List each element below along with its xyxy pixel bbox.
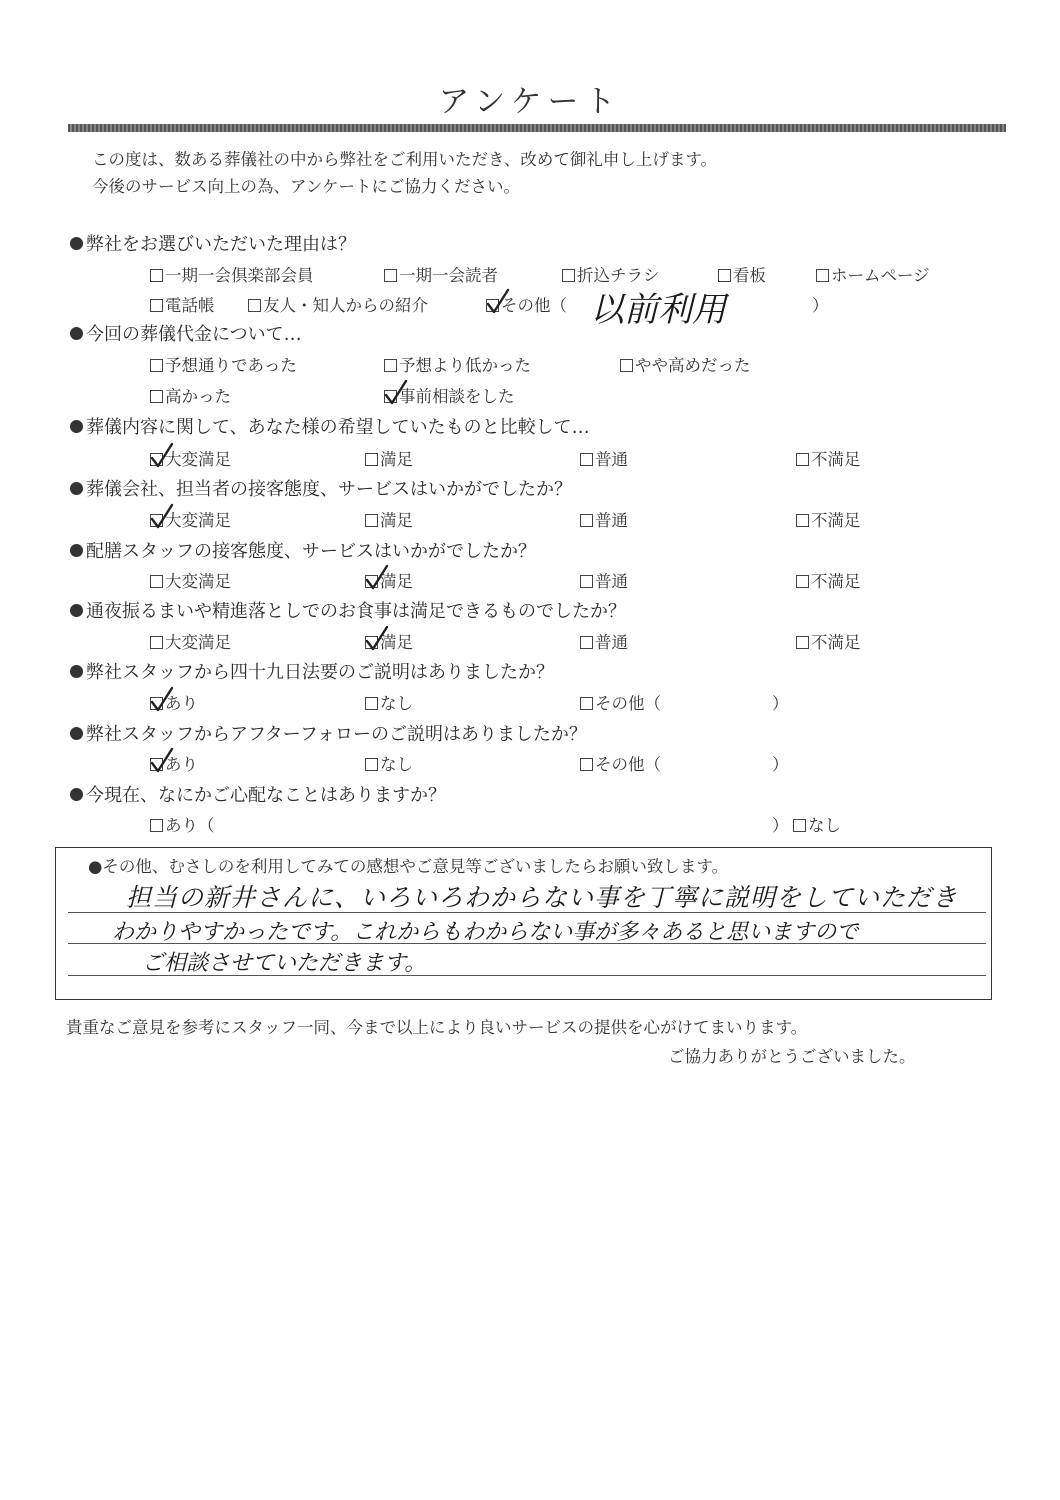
option-q3-4[interactable]: 不満足: [796, 446, 861, 470]
checkbox-icon[interactable]: [796, 575, 809, 588]
bullet-icon: [70, 665, 83, 678]
option-q7-3[interactable]: その他（: [580, 690, 661, 714]
option-q5-3[interactable]: 普通: [580, 568, 628, 592]
checkbox-icon[interactable]: [365, 636, 378, 649]
question-1: [70, 230, 356, 256]
checkbox-icon[interactable]: [796, 636, 809, 649]
intro-line-1: この度は、数ある葬儀社の中から弊社をご利用いただき、改めて御礼申し上げます。: [92, 150, 718, 169]
comment-handwritten-line-3: ご相談させていただきます。: [142, 951, 427, 976]
option-q7-2[interactable]: なし: [365, 690, 413, 714]
checkbox-icon[interactable]: [150, 390, 163, 403]
question-9-text: 今現在、なにかご心配なことはありますか？: [86, 785, 446, 806]
question-5: [70, 537, 536, 563]
checkbox-icon[interactable]: [150, 636, 163, 649]
option-q4-2[interactable]: 満足: [365, 507, 413, 531]
bullet-icon: [70, 420, 83, 433]
question-9: [70, 781, 446, 807]
option-q9-1[interactable]: あり（: [150, 812, 215, 836]
option-q2-4[interactable]: 高かった: [150, 383, 231, 407]
checkmark-icon: [485, 288, 511, 316]
option-q9-2[interactable]: なし: [793, 812, 841, 836]
checkbox-icon[interactable]: [150, 514, 163, 527]
checkmark-icon: [149, 503, 175, 531]
checkbox-icon[interactable]: [248, 299, 261, 312]
bullet-icon: [70, 604, 83, 617]
q8-paren-close: ）: [772, 755, 789, 774]
checkbox-icon[interactable]: [580, 697, 593, 710]
option-q7-1[interactable]: あり: [150, 690, 198, 714]
checkbox-icon[interactable]: [718, 269, 731, 282]
page-title: アンケート: [438, 84, 622, 120]
option-q8-1[interactable]: あり: [150, 751, 198, 775]
checkbox-icon[interactable]: [793, 819, 806, 832]
option-q3-2[interactable]: 満足: [365, 446, 413, 470]
question-5-text: 配膳スタッフの接客態度、サービスはいかがでしたか？: [86, 541, 536, 562]
checkbox-icon[interactable]: [150, 359, 163, 372]
option-q6-4[interactable]: 不満足: [796, 629, 861, 653]
option-q1-2[interactable]: 一期一会読者: [384, 262, 498, 286]
bullet-icon: [70, 482, 83, 495]
question-4: [70, 475, 572, 501]
option-q8-2[interactable]: なし: [365, 751, 413, 775]
q7-paren-close: ）: [772, 694, 789, 713]
checkbox-icon[interactable]: [580, 575, 593, 588]
checkbox-icon[interactable]: [150, 819, 163, 832]
option-q4-3[interactable]: 普通: [580, 507, 628, 531]
option-q6-1[interactable]: 大変満足: [150, 629, 231, 653]
option-q2-2[interactable]: 予想より低かった: [384, 352, 531, 376]
option-q5-1[interactable]: 大変満足: [150, 568, 231, 592]
checkbox-icon[interactable]: [365, 453, 378, 466]
option-q2-5[interactable]: 事前相談をした: [384, 383, 515, 407]
question-3-text: 葬儀内容に関して、あなた様の希望していたものと比較して…: [86, 417, 590, 438]
q1-paren-close: ）: [812, 296, 829, 315]
option-q8-3[interactable]: その他（: [580, 751, 661, 775]
question-2-text: 今回の葬儀代金について…: [86, 324, 302, 345]
checkbox-icon[interactable]: [150, 758, 163, 771]
bullet-icon: [70, 327, 83, 340]
intro-line-2: 今後のサービス向上の為、アンケートにご協力ください。: [92, 177, 521, 196]
checkbox-icon[interactable]: [150, 453, 163, 466]
option-q6-2[interactable]: 満足: [365, 629, 413, 653]
option-q2-3[interactable]: やや高めだった: [620, 352, 751, 376]
option-q5-4[interactable]: 不満足: [796, 568, 861, 592]
option-q5-2[interactable]: 満足: [365, 568, 413, 592]
option-q4-4[interactable]: 不満足: [796, 507, 861, 531]
checkmark-icon: [364, 564, 390, 592]
checkbox-icon[interactable]: [796, 514, 809, 527]
checkbox-icon[interactable]: [580, 758, 593, 771]
footer-thanks: ご協力ありがとうございました。: [668, 1047, 916, 1066]
option-q3-3[interactable]: 普通: [580, 446, 628, 470]
q9-paren-close: ）: [772, 816, 789, 835]
checkmark-icon: [149, 442, 175, 470]
question-8: [70, 720, 587, 746]
option-q1-1[interactable]: 一期一会倶楽部会員: [150, 262, 314, 286]
checkbox-icon[interactable]: [365, 697, 378, 710]
checkmark-icon: [149, 686, 175, 714]
checkbox-icon[interactable]: [486, 299, 499, 312]
comment-label: ●その他、むさしのを利用してみての感想やご意見等ございましたらお願い致します。: [88, 857, 729, 876]
option-q1-7[interactable]: 友人・知人からの紹介: [248, 292, 428, 316]
comment-handwritten-line-1: 担当の新井さんに、いろいろわからない事を丁寧に説明をしていただき: [126, 883, 959, 912]
question-8-text: 弊社スタッフからアフターフォローのご説明はありましたか？: [86, 724, 587, 745]
option-q4-1[interactable]: 大変満足: [150, 507, 231, 531]
title-rule: [68, 124, 1006, 132]
checkbox-icon[interactable]: [562, 269, 575, 282]
checkbox-icon[interactable]: [384, 359, 397, 372]
question-3: [70, 413, 590, 439]
bullet-icon: [70, 727, 83, 740]
checkbox-icon[interactable]: [365, 575, 378, 588]
question-6-text: 通夜振るまいや精進落としでのお食事は満足できるものでしたか？: [86, 601, 626, 622]
question-1-text: 弊社をお選びいただいた理由は？: [86, 234, 356, 255]
checkmark-icon: [383, 379, 409, 407]
option-q6-3[interactable]: 普通: [580, 629, 628, 653]
option-q2-1[interactable]: 予想通りであった: [150, 352, 297, 376]
checkbox-icon[interactable]: [150, 269, 163, 282]
comment-handwritten-line-2: わかりやすかったです。これからもわからない事が多々あると思いますので: [112, 920, 859, 945]
bullet-icon: [70, 788, 83, 801]
option-q1-3[interactable]: 折込チラシ: [562, 262, 660, 286]
checkbox-icon[interactable]: [384, 269, 397, 282]
question-7: [70, 658, 554, 684]
option-q1-5[interactable]: ホームページ: [816, 262, 930, 286]
checkbox-icon[interactable]: [796, 453, 809, 466]
checkbox-icon[interactable]: [580, 636, 593, 649]
checkbox-icon[interactable]: [580, 514, 593, 527]
checkmark-icon: [364, 625, 390, 653]
option-q3-1[interactable]: 大変満足: [150, 446, 231, 470]
bullet-icon: [70, 237, 83, 250]
question-7-text: 弊社スタッフから四十九日法要のご説明はありましたか？: [86, 662, 554, 683]
checkbox-icon[interactable]: [150, 575, 163, 588]
bullet-icon: [70, 544, 83, 557]
option-q1-4[interactable]: 看板: [718, 262, 766, 286]
checkbox-icon[interactable]: [580, 453, 593, 466]
question-6: [70, 597, 626, 623]
option-q1-8[interactable]: その他（: [486, 292, 567, 316]
checkbox-icon[interactable]: [816, 269, 829, 282]
footer-message: 貴重なご意見を参考にスタッフ一同、今まで以上により良いサービスの提供を心がけてまいります。: [66, 1018, 808, 1037]
other-reason-handwritten: 以前利用: [590, 290, 726, 330]
checkbox-icon[interactable]: [150, 299, 163, 312]
checkbox-icon[interactable]: [365, 514, 378, 527]
checkbox-icon[interactable]: [365, 758, 378, 771]
option-q1-6[interactable]: 電話帳: [150, 292, 215, 316]
checkbox-icon[interactable]: [384, 390, 397, 403]
question-4-text: 葬儀会社、担当者の接客態度、サービスはいかがでしたか？: [86, 479, 572, 500]
checkbox-icon[interactable]: [620, 359, 633, 372]
comment-box-bottom-border: [55, 999, 991, 1000]
checkmark-icon: [149, 747, 175, 775]
question-2: [70, 320, 302, 346]
checkbox-icon[interactable]: [150, 697, 163, 710]
